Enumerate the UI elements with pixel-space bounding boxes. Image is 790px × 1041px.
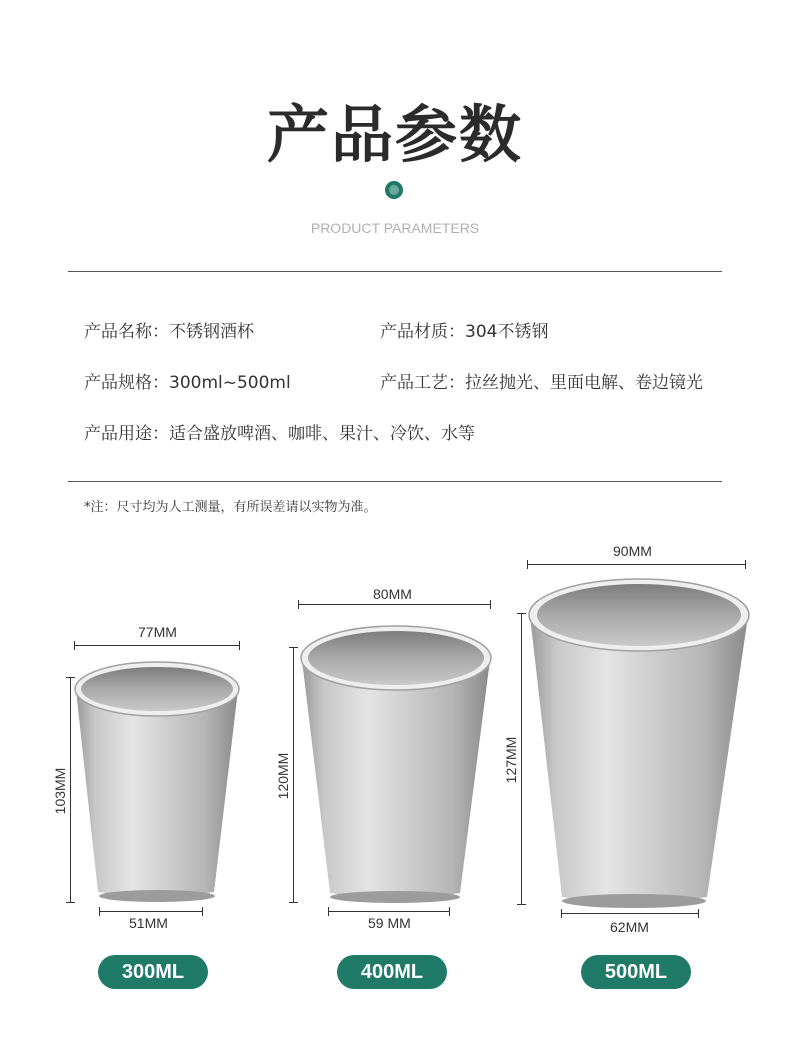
cup2-top-width: 80MM: [373, 586, 412, 602]
measurement-note: *注：尺寸均为人工测量，有所误差请以实物为准。: [84, 500, 377, 515]
cup1-height-dimension-line: [70, 677, 71, 903]
cup2-bottom-dimension-line: [328, 911, 450, 912]
cup3-bottom-dimension-line: [561, 913, 699, 914]
page-subtitle: PRODUCT PARAMETERS: [310, 220, 480, 236]
spec-craft: 产品工艺：拉丝抛光、里面电解、卷边镜光: [380, 373, 703, 393]
cup3-height: 127MM: [503, 736, 519, 784]
page-title: 产品参数: [266, 98, 523, 171]
cup2-height-dimension-line: [293, 647, 294, 903]
spec-name: 产品名称：不锈钢酒杯: [84, 322, 254, 342]
cup1-top-dimension-line: [74, 645, 240, 646]
cup3-height-dimension-line: [521, 613, 522, 905]
capacity-badge-400ml: 400ML: [337, 955, 447, 989]
cup-500ml: [529, 579, 749, 908]
cup2-top-dimension-line: [298, 604, 491, 605]
capacity-badge-500ml: 500ML: [581, 955, 691, 989]
capacity-badge-300ml: 300ML: [98, 955, 208, 989]
cup1-bottom-width: 51MM: [129, 915, 168, 931]
cup3-top-width: 90MM: [613, 543, 652, 559]
cup2-bottom-width: 59 MM: [368, 915, 411, 931]
cup3-top-dimension-line: [527, 564, 746, 565]
cup1-top-width: 77MM: [138, 624, 177, 640]
spec-size: 产品规格：300ml~500ml: [84, 373, 291, 393]
cup1-bottom-dimension-line: [99, 911, 203, 912]
spec-material: 产品材质：304不锈钢: [380, 322, 549, 342]
cup1-height: 103MM: [52, 767, 68, 815]
spec-usage: 产品用途：适合盛放啤酒、咖啡、果汁、冷饮、水等: [84, 424, 475, 444]
cup-300ml: [75, 662, 239, 902]
cup2-height: 120MM: [275, 752, 291, 800]
cup-400ml: [301, 626, 491, 903]
cup3-bottom-width: 62MM: [610, 919, 649, 935]
